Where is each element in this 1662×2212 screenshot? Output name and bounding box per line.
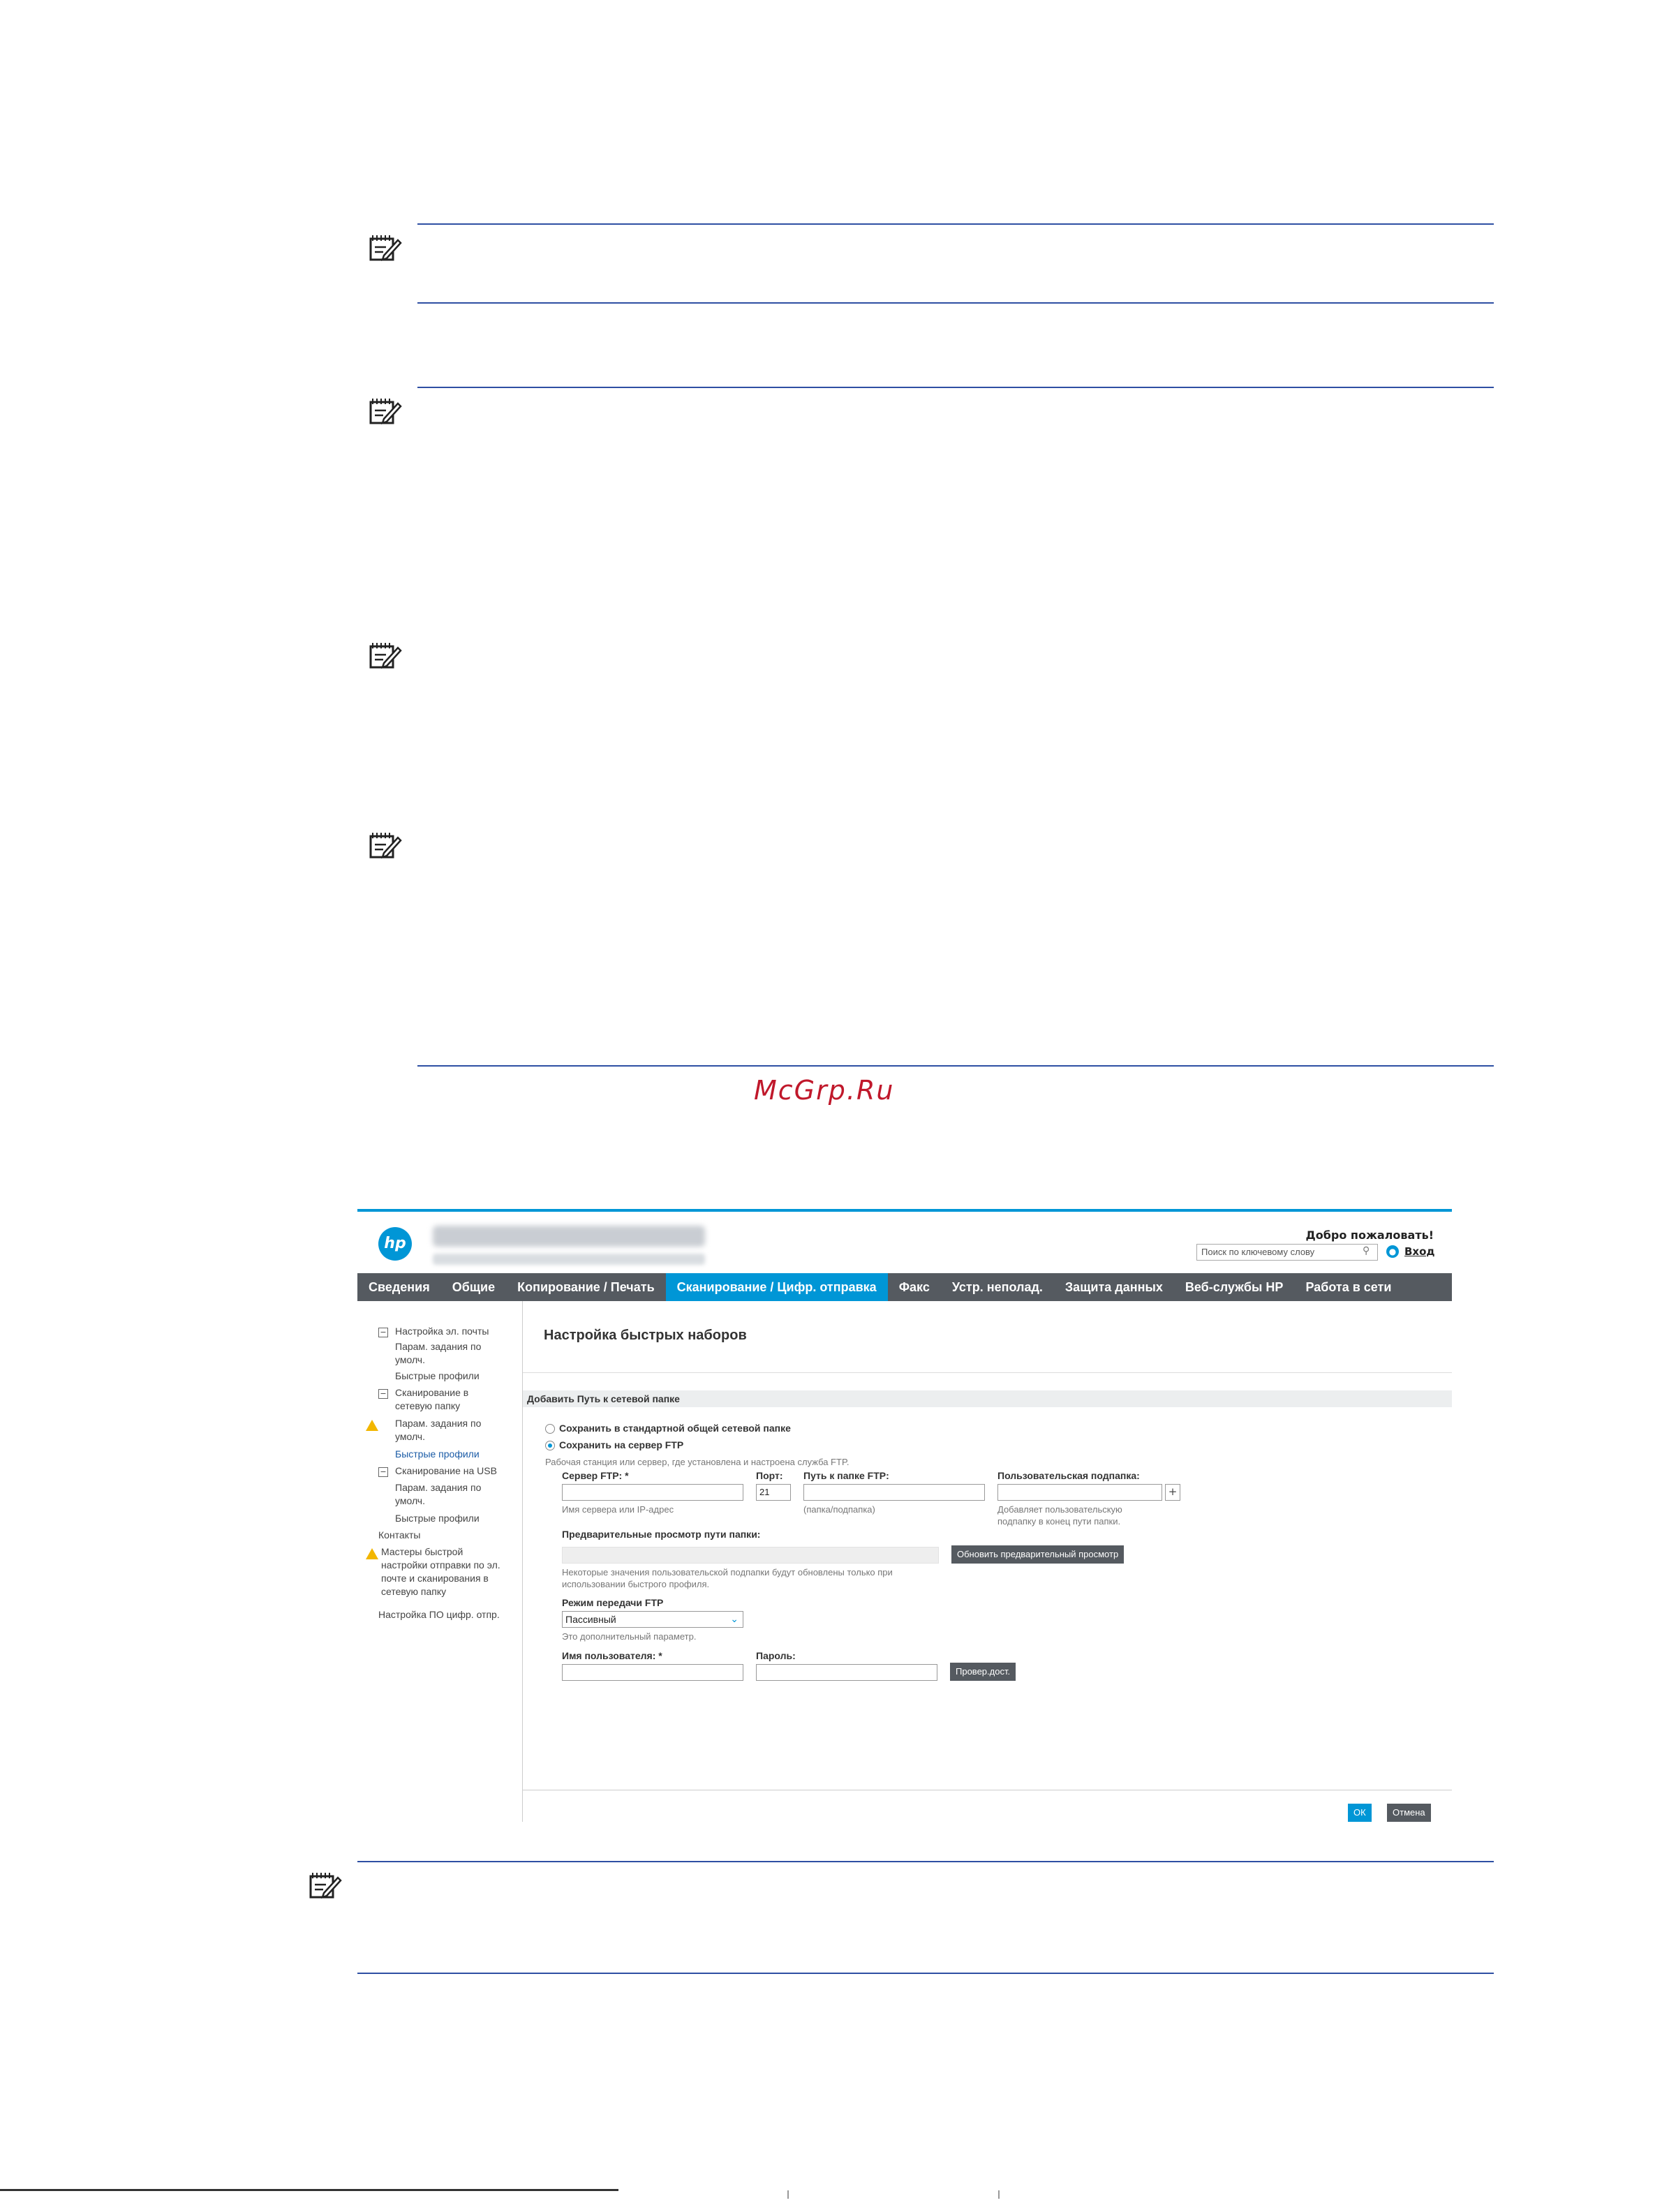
ftp-server-hint: Имя сервера или IP-адрес bbox=[562, 1504, 674, 1515]
cancel-button[interactable]: Отмена bbox=[1387, 1804, 1431, 1822]
verify-access-button[interactable]: Провер.дост. bbox=[950, 1663, 1016, 1681]
tab-networking[interactable]: Работа в сети bbox=[1305, 1280, 1392, 1294]
refresh-preview-button[interactable]: Обновить предварительный просмотр bbox=[951, 1545, 1124, 1564]
sidebar-item-folder-scan[interactable]: Сканирование в сетевую папку bbox=[395, 1387, 469, 1411]
footer-tick bbox=[998, 2190, 1000, 2199]
radio-shared-folder-label: Сохранить в стандартной общей сетевой папке bbox=[559, 1423, 791, 1434]
collapse-icon[interactable]: − bbox=[378, 1389, 388, 1399]
note-icon bbox=[369, 641, 402, 670]
ftp-server-label: Сервер FTP: * bbox=[562, 1470, 629, 1481]
ftp-server-field[interactable] bbox=[562, 1484, 743, 1501]
login-link[interactable]: Вход bbox=[1404, 1245, 1435, 1258]
sidebar-item-folder-quick-sets[interactable]: Быстрые профили bbox=[395, 1448, 480, 1460]
tab-copy-print[interactable]: Копирование / Печать bbox=[517, 1280, 655, 1294]
collapse-icon[interactable]: − bbox=[378, 1467, 388, 1477]
footer-rule bbox=[0, 2189, 618, 2191]
page-title: Настройка быстрых наборов bbox=[544, 1328, 747, 1343]
add-subfolder-button[interactable]: + bbox=[1165, 1484, 1180, 1501]
note-rule-top-2 bbox=[417, 387, 1494, 388]
note-icon bbox=[369, 233, 402, 262]
ews-top-accent bbox=[357, 1209, 1452, 1212]
tab-fax[interactable]: Факс bbox=[898, 1280, 930, 1294]
search-input[interactable]: Поиск по ключевому слову bbox=[1196, 1244, 1378, 1261]
tab-troubleshooting[interactable]: Устр. неполад. bbox=[951, 1280, 1043, 1294]
section-title: Добавить Путь к сетевой папке bbox=[527, 1393, 680, 1404]
note-icon bbox=[369, 396, 402, 426]
sidebar-item-usb-scan[interactable]: Сканирование на USB bbox=[395, 1465, 497, 1476]
sidebar-item-email-setup[interactable]: Настройка эл. почты bbox=[395, 1326, 489, 1337]
password-field[interactable] bbox=[756, 1664, 937, 1681]
ftp-description: Рабочая станция или сервер, где установлена и настроена служба FTP. bbox=[545, 1457, 849, 1467]
note-rule-bottom-2 bbox=[417, 1065, 1494, 1067]
tab-hp-web-services[interactable]: Веб-службы HP bbox=[1185, 1280, 1284, 1294]
tab-general[interactable]: Общие bbox=[452, 1280, 496, 1294]
chevron-down-icon: ⌄ bbox=[730, 1613, 739, 1624]
blurred-device-info bbox=[433, 1254, 705, 1265]
main-panel bbox=[523, 1301, 1452, 1822]
radio-ftp-label: Сохранить на сервер FTP bbox=[559, 1439, 684, 1450]
folder-path-preview-field bbox=[562, 1547, 939, 1564]
sidebar-item-usb-quick-sets[interactable]: Быстрые профили bbox=[395, 1513, 480, 1524]
section-header bbox=[523, 1390, 1452, 1407]
radio-ftp[interactable] bbox=[545, 1441, 555, 1450]
hp-logo: hp bbox=[378, 1227, 412, 1261]
note-rule-top-3 bbox=[357, 1861, 1494, 1862]
collapse-icon[interactable]: − bbox=[378, 1328, 388, 1337]
ftp-mode-hint: Это дополнительный параметр. bbox=[562, 1631, 697, 1642]
note-icon bbox=[369, 831, 402, 860]
warning-icon bbox=[366, 1420, 378, 1431]
ftp-mode-label: Режим передачи FTP bbox=[562, 1597, 664, 1608]
sidebar-item-email-quick-sets[interactable]: Быстрые профили bbox=[395, 1370, 480, 1381]
search-icon[interactable]: ⚲ bbox=[1363, 1245, 1370, 1256]
ftp-mode-value: Пассивный bbox=[565, 1614, 616, 1625]
ftp-path-label: Путь к папке FTP: bbox=[803, 1470, 889, 1481]
username-field[interactable] bbox=[562, 1664, 743, 1681]
footer-tick bbox=[787, 2190, 789, 2199]
warning-icon bbox=[366, 1548, 378, 1559]
ews-screenshot bbox=[357, 1209, 1452, 1822]
note-rule-bottom-3 bbox=[357, 1973, 1494, 1974]
username-label: Имя пользователя: * bbox=[562, 1650, 662, 1661]
folder-path-preview-label: Предварительные просмотр пути папки: bbox=[562, 1529, 761, 1540]
port-field[interactable]: 21 bbox=[756, 1484, 791, 1501]
custom-subfolder-field[interactable] bbox=[997, 1484, 1162, 1501]
tab-scan-digital-send[interactable]: Сканирование / Цифр. отправка bbox=[666, 1273, 888, 1301]
blurred-device-name bbox=[433, 1226, 705, 1247]
ok-button[interactable]: ОК bbox=[1348, 1804, 1372, 1822]
ftp-path-field[interactable] bbox=[803, 1484, 985, 1501]
welcome-text: Добро пожаловать! bbox=[1305, 1229, 1434, 1242]
divider bbox=[523, 1372, 1452, 1373]
note-rule-top-1 bbox=[417, 223, 1494, 225]
custom-subfolder-hint: Добавляет пользовательскую подпапку в конец пути папки. bbox=[997, 1504, 1122, 1527]
sidebar bbox=[357, 1301, 523, 1822]
preview-hint: Некоторые значения пользовательской подпапки будут обновлены только при использовании быстрого профиля. bbox=[562, 1567, 893, 1589]
sidebar-item-digital-sending-setup[interactable]: Настройка ПО цифр. отпр. bbox=[378, 1609, 500, 1620]
watermark: McGrp.Ru bbox=[754, 1075, 895, 1106]
tab-info[interactable]: Сведения bbox=[369, 1280, 430, 1294]
password-label: Пароль: bbox=[756, 1650, 796, 1661]
tab-security[interactable]: Защита данных bbox=[1064, 1280, 1163, 1294]
note-icon bbox=[309, 1871, 342, 1900]
main-nav bbox=[357, 1273, 1452, 1301]
sidebar-item-contacts[interactable]: Контакты bbox=[378, 1529, 421, 1541]
sidebar-item-quick-setup-wizards[interactable]: Мастеры быстрой настройки отправки по эл. почте и сканирования в сетевую папку bbox=[381, 1546, 500, 1597]
sidebar-item-folder-defaults[interactable]: Парам. задания по умолч. bbox=[395, 1418, 482, 1442]
note-rule-bottom-1 bbox=[417, 302, 1494, 304]
sidebar-item-email-defaults[interactable]: Парам. задания по умолч. bbox=[395, 1341, 482, 1365]
custom-subfolder-label: Пользовательская подпапка: bbox=[997, 1470, 1140, 1481]
radio-shared-folder[interactable] bbox=[545, 1424, 555, 1434]
ftp-path-hint: (папка/подпапка) bbox=[803, 1504, 875, 1515]
sidebar-item-usb-defaults[interactable]: Парам. задания по умолч. bbox=[395, 1482, 482, 1506]
ftp-mode-select[interactable] bbox=[562, 1611, 743, 1628]
login-icon[interactable]: ● bbox=[1386, 1245, 1399, 1258]
port-label: Порт: bbox=[756, 1470, 783, 1481]
